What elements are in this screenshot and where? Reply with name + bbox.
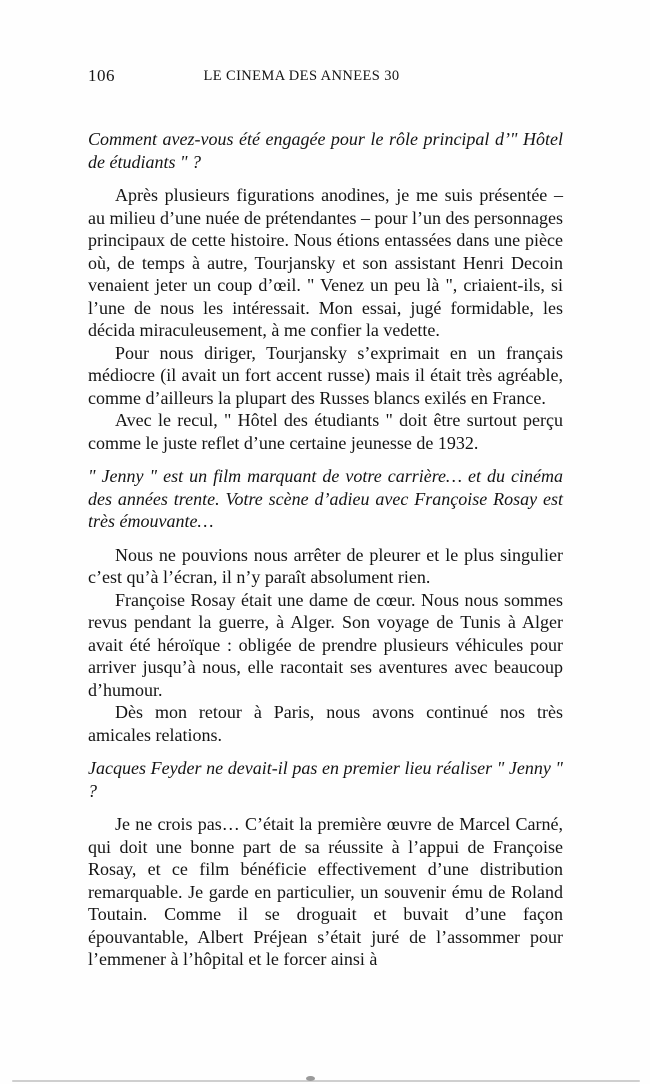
answer-paragraph: Nous ne pouvions nous arrêter de pleurer et le plus singulier c’est qu’à l’écran, il n’y paraît absolument rien. bbox=[88, 544, 563, 587]
page-text bbox=[88, 128, 563, 971]
scan-smudge-mark bbox=[306, 1076, 315, 1081]
answer-paragraph: Je ne crois pas… C’était la première œuvre de Marcel Carné, qui doit une bonne part de sa réussite à l’appui de Françoise Rosay, et ce film bénéficie effectivement d’une distribution remarquable. Je garde en particulier, un souvenir ému de Roland Toutain. Comme il se droguait et buvait d’une façon épouvantable, Albert Préjean s’était juré de l’assommer pour l’emmener à l’hôpital et le forcer ainsi à bbox=[88, 814, 563, 969]
running-title: LE CINEMA DES ANNEES 30 bbox=[203, 68, 400, 84]
answer-paragraph: Pour nous diriger, Tourjansky s’exprimait en un français médiocre (il avait un fort accent russe) mais il était très agréable, comme d’ailleurs la plupart des Russes blancs exilés en France. bbox=[88, 342, 563, 408]
interview-question: " Jenny " est un film marquant de votre carrière… et du cinéma des années trente. Votre scène d’adieu avec Françoise Rosay est très émouvante… bbox=[88, 466, 563, 531]
page-number: 106 bbox=[88, 66, 115, 85]
page-header bbox=[88, 66, 563, 88]
answer-paragraph: Dès mon retour à Paris, nous avons continué nos très amicales relations. bbox=[88, 702, 563, 745]
answer-paragraph: Françoise Rosay était une dame de cœur. Nous nous sommes revus pendant la guerre, à Alger. Son voyage de Tunis à Alger avait été héroïque : obligée de prendre plusieurs véhicules pour arriver jusqu’à nous, elle racontait ses aventures avec beaucoup d’humour. bbox=[88, 589, 563, 700]
page-bottom-scan-edge bbox=[12, 1080, 640, 1082]
interview-question: Jacques Feyder ne devait-il pas en premier lieu réaliser " Jenny " ? bbox=[88, 758, 563, 801]
answer-paragraph: Après plusieurs figurations anodines, je me suis présentée – au milieu d’une nuée de prétendantes – pour l’un des personnages principaux de cette histoire. Nous étions entassées dans une pièce où, de temps à autre, Tourjansky et son assistant Henri Decoin venaient jeter un coup d’œil. " Venez un peu là ", criaient-ils, si l’une de nous les intéressait. Mon essai, jugé formidable, les décida miraculeusement, à me confier la vedette. bbox=[88, 185, 563, 340]
answer-paragraph: Avec le recul, " Hôtel des étudiants " doit être surtout perçu comme le juste reflet d’une certaine jeunesse de 1932. bbox=[88, 410, 563, 453]
interview-question: Comment avez-vous été engagée pour le rôle principal d’" Hôtel de étudiants " ? bbox=[88, 129, 563, 172]
